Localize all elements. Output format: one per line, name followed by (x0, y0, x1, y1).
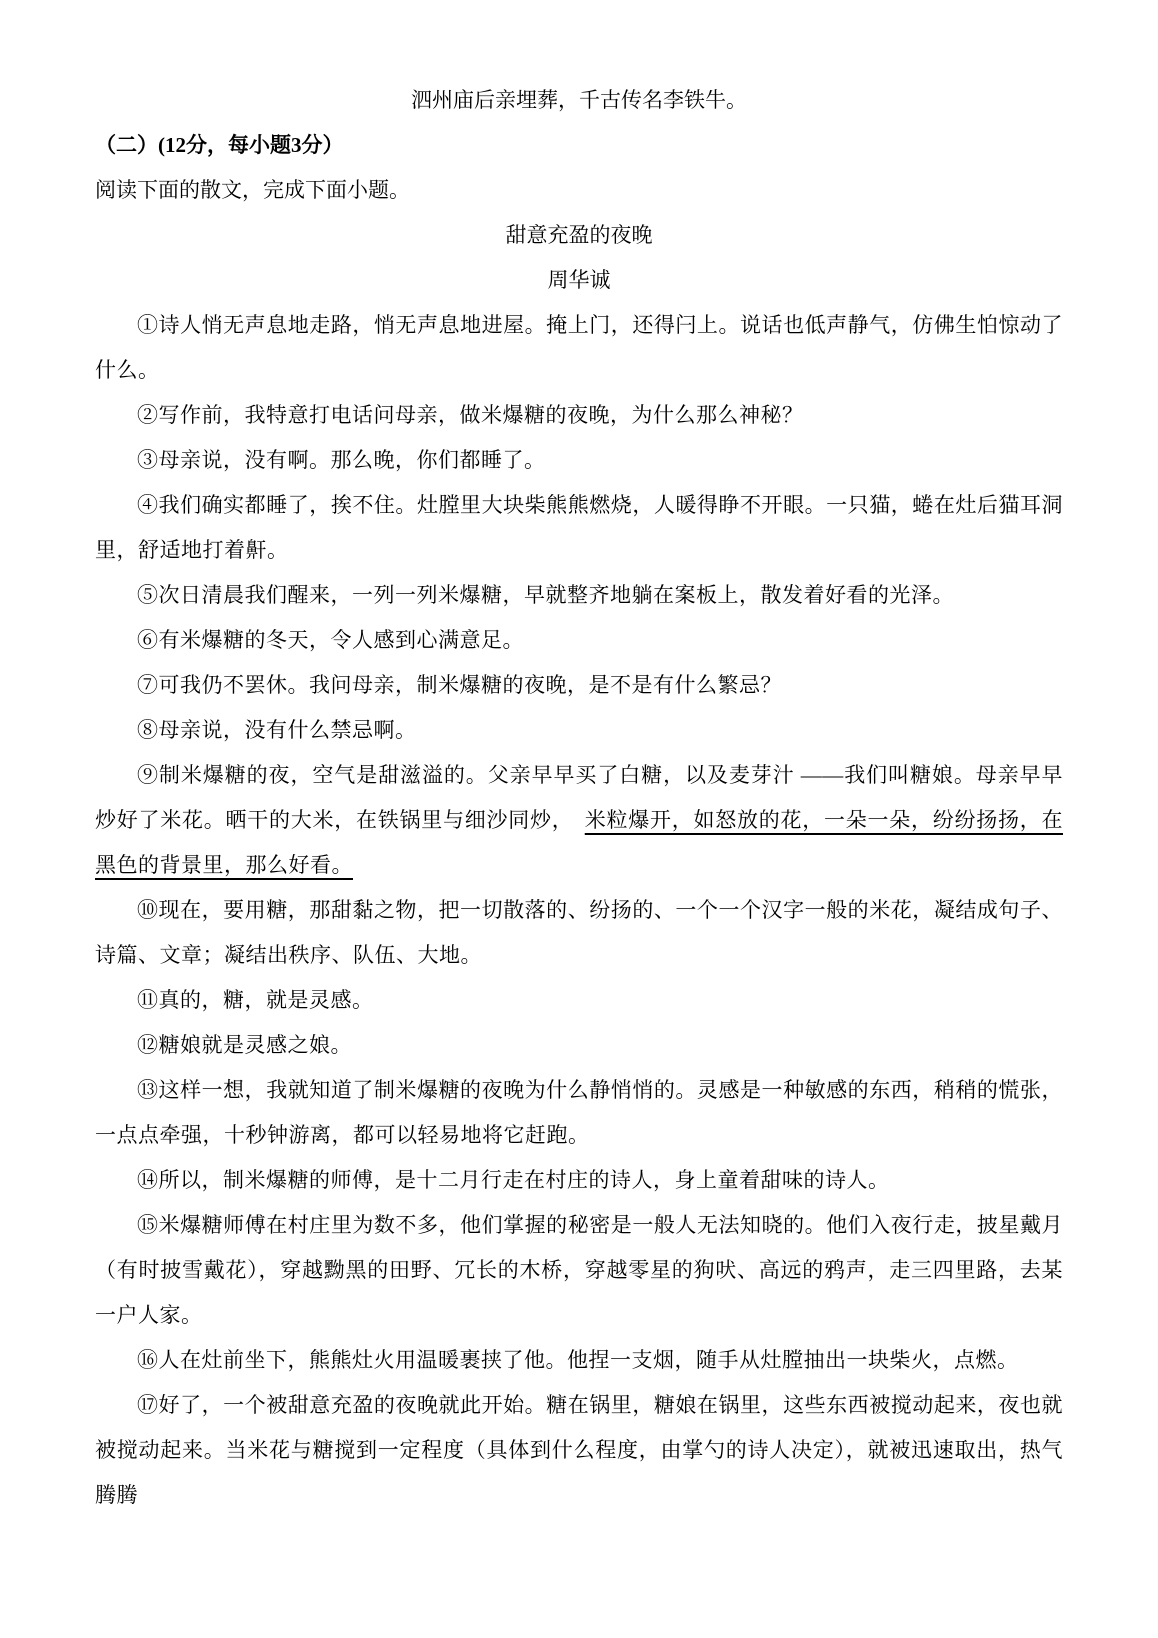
paragraph-text: ④我们确实都睡了，挨不住。灶膛里大块柴熊熊燃烧，人暖得睁不开眼。一只猫，蜷在灶后猫耳洞里，舒适地打着鼾。 (95, 493, 1063, 562)
essay-paragraph (95, 1338, 1063, 1383)
paragraph-text: ⑥有米爆糖的冬天，令人感到心满意足。 (137, 628, 524, 652)
essay-paragraph (95, 393, 1063, 438)
essay-paragraph (95, 483, 1063, 573)
paragraph-text: ⑬这样一想，我就知道了制米爆糖的夜晚为什么静悄悄的。灵感是一种敏感的东西，稍稍的慌张，一点点牵强，十秒钟游离，都可以轻易地将它赶跑。 (95, 1078, 1063, 1147)
essay-paragraph (95, 573, 1063, 618)
essay-paragraph (95, 303, 1063, 393)
essay-paragraph (95, 438, 1063, 483)
paragraph-text: ⑨制米爆糖的夜，空气是甜滋溢的。父亲早早买了白糖，以及麦芽汁 ——我们叫糖娘。母亲早早炒好了米花。晒干的大米，在铁锅里与细沙同炒， (95, 763, 1063, 832)
section-heading: （二）(12分，每小题3分） (95, 133, 344, 157)
paragraph-text: ⑩现在，要用糖，那甜黏之物，把一切散落的、纷扬的、一个一个汉字一般的米花，凝结成句子、诗篇、文章；凝结出秩序、队伍、大地。 (95, 898, 1063, 967)
paragraph-text: ①诗人悄无声息地走路，悄无声息地进屋。掩上门，还得闩上。说话也低声静气，仿佛生怕惊动了什么。 (95, 313, 1063, 382)
essay-paragraph (95, 888, 1063, 978)
verse-line: 泗州庙后亲埋葬，千古传名李铁牛。 (411, 88, 747, 112)
essay-paragraph (95, 753, 1063, 888)
paragraph-text: ⑤次日清晨我们醒来，一列一列米爆糖，早就整齐地躺在案板上，散发着好看的光泽。 (137, 583, 954, 607)
essay-paragraph (95, 708, 1063, 753)
paragraph-text: ⑧母亲说，没有什么禁忌啊。 (137, 718, 417, 742)
essay-paragraph (95, 618, 1063, 663)
essay-paragraph (95, 978, 1063, 1023)
underlined-sentence: 米粒爆开，如怒放的花，一朵一朵，纷纷扬扬，在黑色的背景里，那么好看。 (95, 808, 1063, 877)
paragraph-text: ⑮米爆糖师傅在村庄里为数不多，他们掌握的秘密是一般人无法知晓的。他们入夜行走，披星戴月（有时披雪戴花），穿越黝黑的田野、冗长的木桥，穿越零星的狗吠、高远的鸦声，走三四里路，去某一户人家。 (95, 1213, 1063, 1327)
essay-paragraph (95, 663, 1063, 708)
essay-paragraph (95, 1068, 1063, 1158)
instruction-line: 阅读下面的散文，完成下面小题。 (95, 178, 410, 202)
essay-paragraph (95, 1383, 1063, 1518)
essay-title: 甜意充盈的夜晚 (505, 223, 653, 247)
paragraph-text: ②写作前，我特意打电话问母亲，做米爆糖的夜晚，为什么那么神秘？ (137, 403, 804, 427)
paragraph-text: ⑫糖娘就是灵感之娘。 (137, 1033, 352, 1057)
essay-body (95, 303, 1063, 1518)
paragraph-text: ⑪真的，糖，就是灵感。 (137, 988, 374, 1012)
paragraph-text: ⑰好了，一个被甜意充盈的夜晚就此开始。糖在锅里，糖娘在锅里，这些东西被搅动起来，夜也就被搅动起来。当米花与糖搅到一定程度（具体到什么程度，由掌勺的诗人决定），就被迅速取出，热气腾腾 (95, 1393, 1063, 1507)
paragraph-text: ⑯人在灶前坐下，熊熊灶火用温暖裹挟了他。他捏一支烟，随手从灶膛抽出一块柴火，点燃。 (137, 1348, 1019, 1372)
paragraph-text: ③母亲说，没有啊。那么晚，你们都睡了。 (137, 448, 546, 472)
essay-paragraph (95, 1023, 1063, 1068)
paragraph-text: ⑭所以，制米爆糖的师傅，是十二月行走在村庄的诗人，身上童着甜味的诗人。 (137, 1168, 890, 1192)
essay-paragraph (95, 1203, 1063, 1338)
essay-paragraph (95, 1158, 1063, 1203)
essay-author: 周华诚 (547, 268, 611, 292)
paragraph-text: ⑦可我仍不罢休。我问母亲，制米爆糖的夜晚，是不是有什么繁忌？ (137, 673, 782, 697)
